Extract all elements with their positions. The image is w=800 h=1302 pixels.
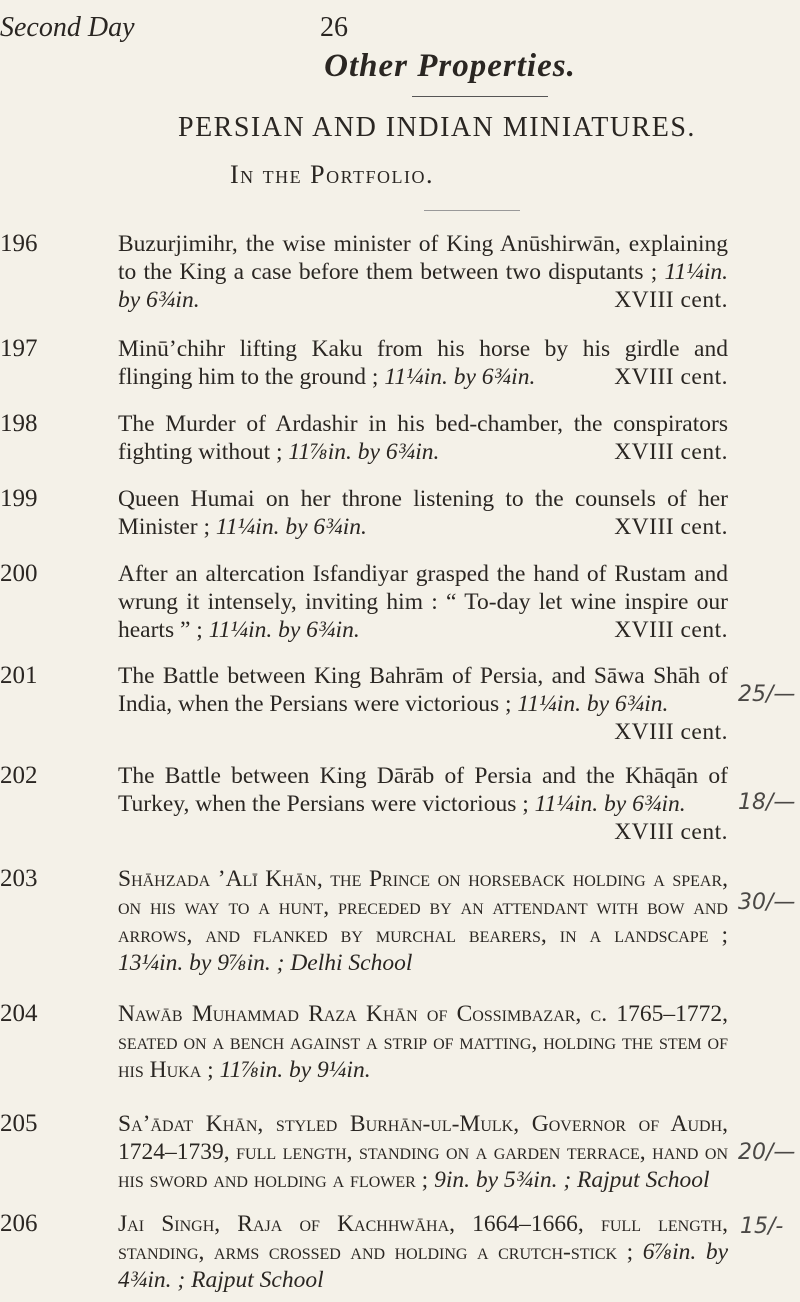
catalogue-section-title: PERSIAN AND INDIAN MINIATURES. — [178, 112, 696, 143]
lot-number: 198 — [0, 410, 38, 437]
lot-period: XVIII cent. — [614, 514, 728, 540]
lot-description — [118, 230, 728, 314]
lot-period: XVIII cent. — [614, 287, 728, 313]
lot-text: Jai Singh, Raja of Kachhwāha, 1664–1666, full length, standing, arms crossed and holding a crutch-stick ; — [118, 1211, 728, 1265]
lot-number: 199 — [0, 485, 38, 512]
lot-size: 11¼in. by 6¾in. — [215, 514, 367, 540]
lot-size: 9in. by 5¾in. ; — [434, 1167, 572, 1193]
lot-number: 202 — [0, 762, 38, 789]
lot-number: 203 — [0, 865, 38, 892]
lot-size: 11⅞in. by 6¾in. — [288, 439, 440, 465]
handwritten-price: 30/— — [738, 890, 796, 915]
lot-period: XVIII cent. — [614, 439, 728, 465]
divider-rule-small — [424, 210, 520, 211]
lot-description — [118, 410, 728, 466]
lot-description — [118, 662, 728, 746]
lot-text: Minū’chihr lifting Kaku from his horse by his girdle and flinging him to the ground ; — [118, 336, 728, 390]
lot-number: 204 — [0, 1000, 38, 1027]
handwritten-price: 18/— — [738, 790, 796, 815]
lot-size: 6⅞in. by 4¾in. ; — [118, 1239, 728, 1293]
lot-period: XVIII cent. — [614, 364, 728, 390]
heading-other-properties: Other Properties. — [324, 48, 576, 84]
lot-school: Rajput School — [191, 1267, 324, 1293]
lot-number: 206 — [0, 1210, 38, 1237]
lot-number: 201 — [0, 662, 38, 689]
lot-number: 196 — [0, 230, 38, 257]
lot-school: Rajput School — [577, 1167, 710, 1193]
lot-period: XVIII cent. — [614, 819, 728, 845]
handwritten-price: 20/— — [738, 1140, 796, 1165]
lot-description — [118, 865, 728, 977]
lot-period: XVIII cent. — [614, 617, 728, 643]
lot-school: Delhi School — [290, 950, 413, 976]
lot-size: 11¼in. by 6¾in. — [118, 259, 728, 313]
lot-description — [118, 1210, 728, 1294]
catalogue-subtitle: In the Portfolio. — [230, 160, 435, 189]
lot-size: 11¼in. by 6¾in. — [517, 691, 669, 717]
lot-text: The Murder of Ardashir in his bed-chamber, the conspirators fighting without ; — [118, 411, 728, 465]
lot-number: 205 — [0, 1110, 38, 1137]
lot-number: 197 — [0, 335, 38, 362]
lot-text: The Battle between King Dārāb of Persia and the Khāqān of Turkey, when the Persians were victorious ; — [118, 763, 728, 817]
lot-description — [118, 762, 728, 846]
section-title: Second Day — [0, 12, 135, 43]
handwritten-price: 15/- — [740, 1214, 784, 1239]
lot-description — [118, 335, 728, 391]
lot-description — [118, 1110, 728, 1194]
lot-size: 11⅞in. by 9¼in. — [219, 1057, 371, 1083]
page-header — [0, 12, 800, 52]
lot-period: XVIII cent. — [614, 719, 728, 745]
lot-text: Shāhzada ’Alī Khān, the Prince on horseback holding a spear, on his way to a hunt, preceded by an attendant with bow and arrows, and flanked by murchal bearers, in a landscape ; — [118, 866, 728, 948]
lot-description — [118, 1000, 728, 1084]
lot-text: The Battle between King Bahrām of Persia, and Sāwa Shāh of India, when the Persians were victorious ; — [118, 663, 728, 717]
lot-text: Buzurjimihr, the wise minister of King Anūshirwān, explaining to the King a case before them between two disputants ; — [118, 231, 728, 285]
handwritten-price: 25/— — [738, 682, 796, 707]
lot-size: 13¼in. by 9⅞in. ; — [118, 950, 285, 976]
divider-rule — [412, 96, 548, 97]
page-number: 26 — [320, 12, 348, 43]
lot-size: 11¼in. by 6¾in. — [384, 364, 536, 390]
lot-text: Sa’ādat Khān, styled Burhān-ul-Mulk, Governor of Audh, 1724–1739, full length, standing on a garden terrace, hand on his sword and holding a flower ; — [118, 1111, 728, 1193]
lot-text: Nawāb Muhammad Raza Khān of Cossimbazar, c. 1765–1772, seated on a bench against a strip of matting, holding the stem of his Huka ; — [118, 1001, 728, 1083]
lot-size: 11¼in. by 6¾in. — [534, 791, 686, 817]
lot-size: 11¼in. by 6¾in. — [208, 617, 360, 643]
lot-description — [118, 560, 728, 644]
lot-number: 200 — [0, 560, 38, 587]
lot-text: After an altercation Isfandiyar grasped the hand of Rustam and wrung it intensely, inviting him : “ To-day let wine inspire our hearts ” ; — [118, 561, 728, 643]
lot-description — [118, 485, 728, 541]
lot-text: Queen Humai on her throne listening to the counsels of her Minister ; — [118, 486, 728, 540]
